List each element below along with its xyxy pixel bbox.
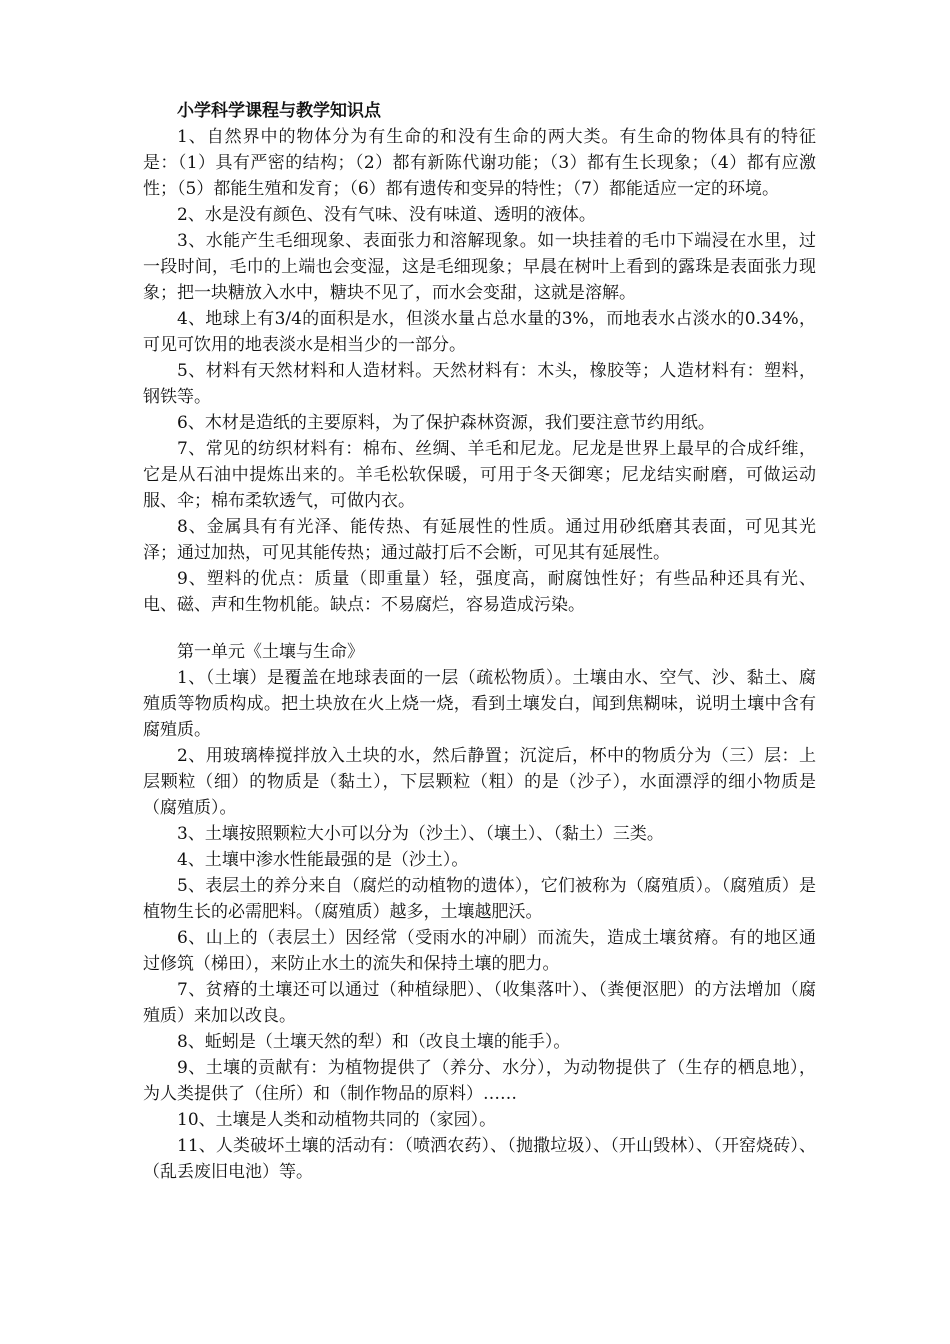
paragraph: 1、（土壤）是覆盖在地球表面的一层（疏松物质）。土壤由水、空气、沙、黏土、腐殖质等物质构成。把土块放在火上烧一烧，看到土壤发白，闻到焦糊味，说明土壤中含有腐殖质。	[143, 668, 816, 740]
document-title: 小学科学课程与教学知识点	[177, 101, 381, 121]
paragraph: 8、金属具有有光泽、能传热、有延展性的性质。通过用砂纸磨其表面，可见其光泽；通过加热，可见其能传热；通过敲打后不会断，可见其有延展性。	[143, 517, 816, 563]
paragraph: 4、地球上有3/4的面积是水，但淡水量占总水量的3%，而地表水占淡水的0.34%，可见可饮用的地表淡水是相当少的一部分。	[143, 309, 816, 355]
paragraph: 3、水能产生毛细现象、表面张力和溶解现象。如一块挂着的毛巾下端浸在水里，过一段时间，毛巾的上端也会变湿，这是毛细现象；早晨在树叶上看到的露珠是表面张力现象；把一块糖放入水中，糖块不见了，而水会变甜，这就是溶解。	[143, 231, 816, 303]
paragraph: 3、土壤按照颗粒大小可以分为（沙土）、（壤土）、（黏土）三类。	[177, 824, 664, 844]
paragraph: 1、自然界中的物体分为有生命的和没有生命的两大类。有生命的物体具有的特征是：（1）具有严密的结构；（2）都有新陈代谢功能；（3）都有生长现象；（4）都有应激性；（5）都能生殖和发育；（6）都有遗传和变异的特性；（7）都能适应一定的环境。	[143, 127, 816, 199]
document-body	[143, 98, 816, 1185]
paragraph: 10、土壤是人类和动植物共同的（家园）。	[177, 1110, 497, 1130]
paragraph: 11、人类破坏土壤的活动有：（喷洒农药）、（抛撒垃圾）、（开山毁林）、（开窑烧砖）、（乱丢废旧电池）等。	[143, 1136, 816, 1182]
paragraph: 4、土壤中渗水性能最强的是（沙土）。	[177, 850, 469, 870]
paragraph: 5、表层土的养分来自（腐烂的动植物的遗体），它们被称为（腐殖质）。（腐殖质）是植物生长的必需肥料。（腐殖质）越多，土壤越肥沃。	[143, 876, 816, 922]
paragraph: 9、塑料的优点：质量（即重量）轻，强度高，耐腐蚀性好；有些品种还具有光、电、磁、声和生物机能。缺点：不易腐烂，容易造成污染。	[143, 569, 816, 615]
paragraph: 5、材料有天然材料和人造材料。天然材料有：木头，橡胶等；人造材料有：塑料，钢铁等。	[143, 361, 816, 407]
paragraph: 2、水是没有颜色、没有气味、没有味道、透明的液体。	[177, 205, 596, 225]
paragraph: 8、蚯蚓是（土壤天然的犁）和（改良土壤的能手）。	[177, 1032, 571, 1052]
paragraph: 9、土壤的贡献有：为植物提供了（养分、水分），为动物提供了（生存的栖息地），为人类提供了（住所）和（制作物品的原料）……	[143, 1058, 816, 1104]
paragraph: 7、常见的纺织材料有：棉布、丝绸、羊毛和尼龙。尼龙是世界上最早的合成纤维，它是从石油中提炼出来的。羊毛松软保暖，可用于冬天御寒；尼龙结实耐磨，可做运动服、伞；棉布柔软透气，可做内衣。	[143, 439, 816, 511]
paragraph: 2、用玻璃棒搅拌放入土块的水，然后静置；沉淀后，杯中的物质分为（三）层：上层颗粒（细）的物质是（黏土），下层颗粒（粗）的是（沙子），水面漂浮的细小物质是（腐殖质）。	[143, 746, 816, 818]
paragraph: 6、山上的（表层土）因经常（受雨水的冲刷）而流失，造成土壤贫瘠。有的地区通过修筑（梯田），来防止水土的流失和保持土壤的肥力。	[143, 928, 816, 974]
section-title: 第一单元《土壤与生命》	[177, 642, 364, 662]
paragraph: 7、贫瘠的土壤还可以通过（种植绿肥）、（收集落叶）、（粪便沤肥）的方法增加（腐殖质）来加以改良。	[143, 980, 816, 1026]
paragraph: 6、木材是造纸的主要原料，为了保护森林资源，我们要注意节约用纸。	[177, 413, 715, 433]
